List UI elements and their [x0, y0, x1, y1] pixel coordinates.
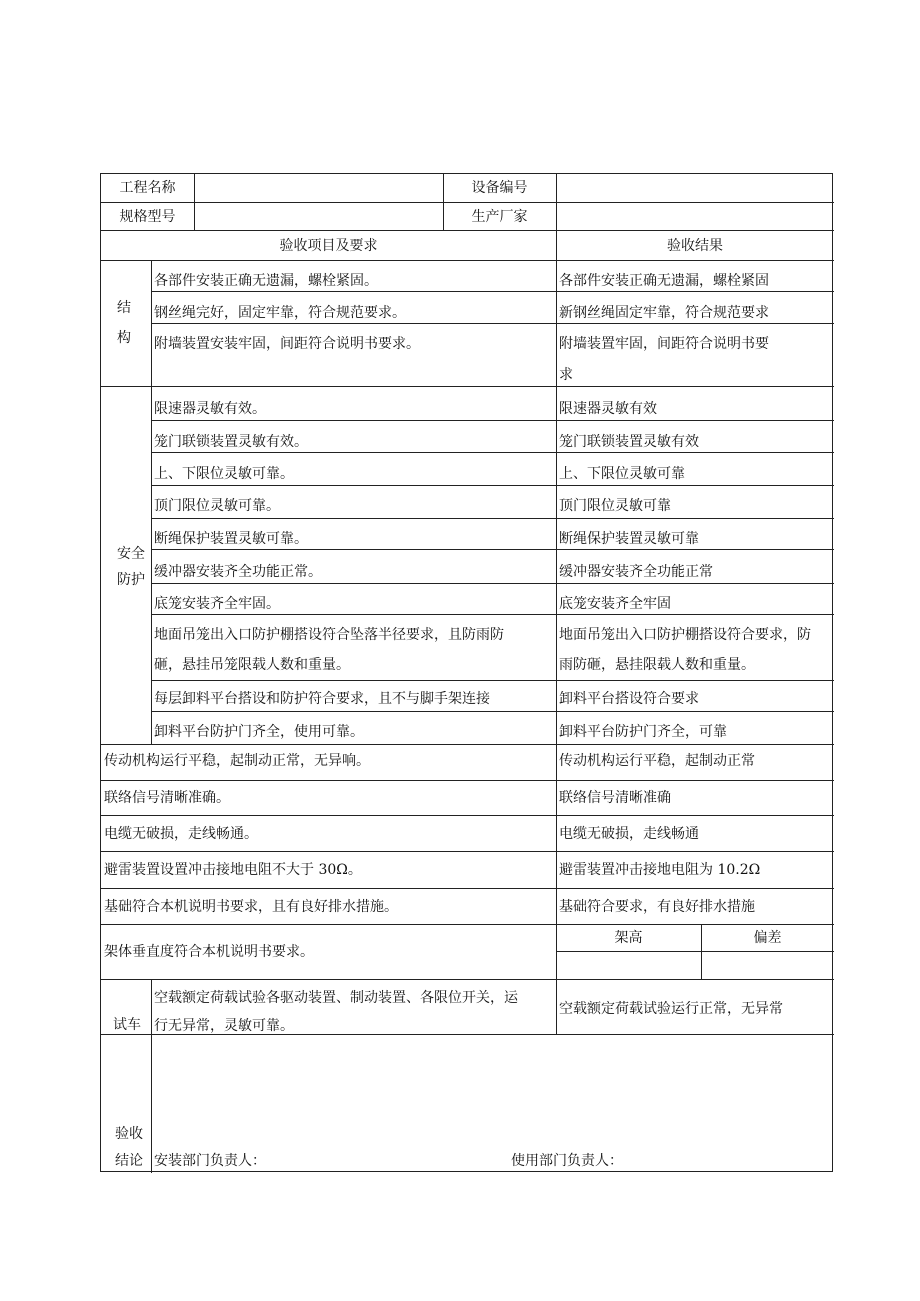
- safety-requirement: 每层卸料平台搭设和防护符合要求，且不与脚手架连接: [154, 691, 490, 707]
- row-line: [101, 1034, 834, 1035]
- col-line: [151, 260, 152, 744]
- deviation-label: 偏差: [753, 930, 782, 946]
- result-column-header: 验收结果: [667, 238, 723, 254]
- general-result: 避雷装置冲击接地电阻为 10.2Ω: [559, 862, 761, 878]
- verticality-requirement: 架体垂直度符合本机说明书要求。: [104, 944, 314, 960]
- row-line: [101, 780, 834, 781]
- test-run-requirement: 行无异常，灵敏可靠。: [154, 1018, 294, 1034]
- general-requirement: 避雷装置设置冲击接地电阻不大于 30Ω。: [104, 862, 362, 878]
- row-line: [101, 744, 834, 745]
- install-dept-signature[interactable]: 安装部门负责人：: [154, 1153, 266, 1169]
- use-dept-signature[interactable]: 使用部门负责人：: [511, 1153, 623, 1169]
- safety-requirement: 缓冲器安装齐全功能正常。: [154, 564, 322, 580]
- equipment-no-label: 设备编号: [471, 180, 528, 196]
- safety-requirement: 限速器灵敏有效。: [154, 401, 266, 417]
- test-run-result: 空载额定荷载试验运行正常，无异常: [559, 1001, 783, 1017]
- general-result: 联络信号清晰准确: [559, 790, 671, 806]
- manufacturer-label: 生产厂家: [471, 209, 528, 225]
- row-line: [151, 452, 834, 453]
- safety-result: 笼门联锁装置灵敏有效: [559, 434, 699, 450]
- safety-result: 断绳保护装置灵敏可靠: [559, 531, 699, 547]
- row-line: [151, 291, 834, 292]
- safety-requirement: 上、下限位灵敏可靠。: [154, 466, 294, 482]
- row-line: [101, 815, 834, 816]
- row-line: [151, 323, 834, 324]
- row-line: [151, 420, 834, 421]
- safety-label: 防护: [117, 572, 145, 588]
- row-line: [101, 260, 834, 261]
- general-result: 传动机构运行平稳，起制动正常: [559, 753, 755, 769]
- row-line: [101, 888, 834, 889]
- row-line: [101, 979, 834, 980]
- structure-result: 各部件安装正确无遗漏，螺栓紧固: [559, 273, 769, 289]
- general-requirement: 基础符合本机说明书要求，且有良好排水措施。: [104, 899, 398, 915]
- safety-requirement: 顶门限位灵敏可靠。: [154, 498, 280, 514]
- safety-result: 顶门限位灵敏可靠: [559, 498, 671, 514]
- row-line: [101, 851, 834, 852]
- safety-result: 限速器灵敏有效: [559, 401, 657, 417]
- col-line: [151, 979, 152, 1173]
- safety-requirement: 笼门联锁装置灵敏有效。: [154, 434, 308, 450]
- structure-result: 附墙装置牢固，间距符合说明书要: [559, 336, 769, 352]
- safety-requirement: 断绳保护装置灵敏可靠。: [154, 531, 308, 547]
- structure-label: 构: [117, 330, 131, 346]
- safety-label: 安全: [117, 546, 145, 562]
- general-requirement: 联络信号清晰准确。: [104, 790, 230, 806]
- test-run-requirement: 空载额定荷载试验各驱动装置、制动装置、各限位开关，运: [154, 990, 518, 1006]
- general-requirement: 电缆无破损，走线畅通。: [104, 826, 258, 842]
- safety-requirement: 底笼安装齐全牢固。: [154, 596, 280, 612]
- general-result: 电缆无破损，走线畅通: [559, 826, 699, 842]
- general-requirement: 传动机构运行平稳，起制动正常，无异响。: [104, 753, 370, 769]
- safety-requirement: 卸料平台防护门齐全，使用可靠。: [154, 724, 364, 740]
- requirements-column-header: 验收项目及要求: [279, 238, 378, 254]
- safety-result: 底笼安装齐全牢固: [559, 596, 671, 612]
- row-line: [151, 549, 834, 550]
- row-line: [101, 230, 834, 231]
- test-run-label: 试车: [113, 1017, 141, 1033]
- safety-requirement: 地面吊笼出入口防护棚搭设符合坠落半径要求，且防雨防: [154, 627, 504, 643]
- model-label: 规格型号: [119, 209, 176, 225]
- structure-requirement: 钢丝绳完好，固定牢靠，符合规范要求。: [154, 305, 406, 321]
- conclusion-label: 结论: [115, 1153, 143, 1169]
- safety-result: 卸料平台搭设符合要求: [559, 691, 699, 707]
- row-line: [101, 386, 834, 387]
- row-line: [151, 485, 834, 486]
- acceptance-form: [100, 173, 833, 1172]
- structure-label: 结: [117, 300, 131, 316]
- safety-result: 地面吊笼出入口防护棚搭设符合要求，防: [559, 627, 811, 643]
- project-name-label: 工程名称: [119, 180, 176, 196]
- conclusion-label: 验收: [115, 1126, 143, 1142]
- col-line: [194, 174, 195, 230]
- frame-height-label: 架高: [614, 930, 643, 946]
- safety-result: 上、下限位灵敏可靠: [559, 466, 685, 482]
- structure-requirement: 附墙装置安装牢固，间距符合说明书要求。: [154, 336, 420, 352]
- row-line: [151, 518, 834, 519]
- row-line: [151, 680, 834, 681]
- row-line: [151, 583, 834, 584]
- structure-requirement: 各部件安装正确无遗漏，螺栓紧固。: [154, 273, 378, 289]
- col-line: [556, 174, 557, 1034]
- safety-result: 雨防砸，悬挂限载人数和重量。: [559, 657, 755, 673]
- row-line: [101, 924, 834, 925]
- structure-result: 新钢丝绳固定牢靠，符合规范要求: [559, 305, 769, 321]
- structure-result: 求: [559, 367, 573, 383]
- row-line: [101, 202, 834, 203]
- safety-result: 缓冲器安装齐全功能正常: [559, 564, 713, 580]
- row-line: [556, 951, 834, 952]
- general-result: 基础符合要求，有良好排水措施: [559, 899, 755, 915]
- safety-result: 卸料平台防护门齐全，可靠: [559, 724, 727, 740]
- safety-requirement: 砸，悬挂吊笼限载人数和重量。: [154, 657, 350, 673]
- row-line: [151, 614, 834, 615]
- row-line: [151, 711, 834, 712]
